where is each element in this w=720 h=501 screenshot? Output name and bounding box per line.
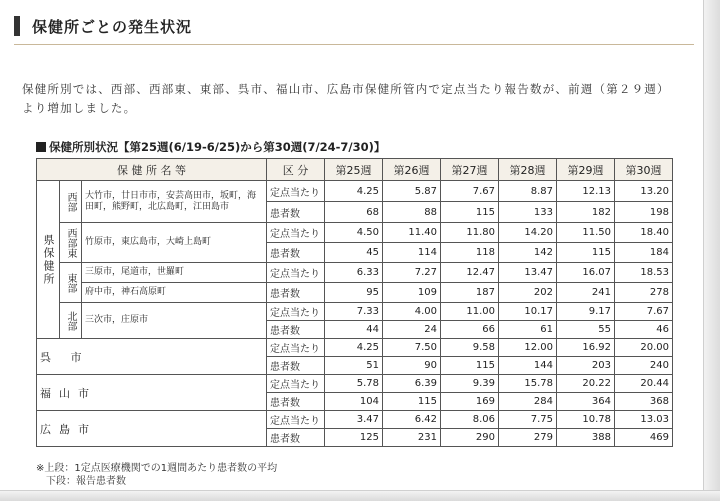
value-cell: 6.33 bbox=[325, 263, 383, 283]
value-cell: 115 bbox=[383, 393, 441, 411]
city-fukuyama: 福山市 bbox=[37, 375, 267, 411]
city-kure: 呉 市 bbox=[37, 339, 267, 375]
value-cell: 240 bbox=[615, 357, 673, 375]
value-cell: 12.00 bbox=[499, 339, 557, 357]
table-row bbox=[37, 303, 673, 321]
center-west-east: 西部東 bbox=[60, 223, 82, 263]
value-cell: 11.80 bbox=[441, 223, 499, 243]
value-cell: 13.20 bbox=[615, 181, 673, 202]
header-week-29: 第29週 bbox=[557, 159, 615, 181]
value-cell: 115 bbox=[441, 357, 499, 375]
header-week-27: 第27週 bbox=[441, 159, 499, 181]
header-name: 保 健 所 名 等 bbox=[37, 159, 267, 181]
value-cell: 10.17 bbox=[499, 303, 557, 321]
value-cell: 88 bbox=[383, 202, 441, 223]
value-cell: 7.27 bbox=[383, 263, 441, 283]
header-week-28: 第28週 bbox=[499, 159, 557, 181]
value-cell: 13.03 bbox=[615, 411, 673, 429]
value-cell: 7.50 bbox=[383, 339, 441, 357]
value-cell: 290 bbox=[441, 429, 499, 447]
window-scrollbar-edge bbox=[703, 0, 720, 501]
table-caption bbox=[36, 139, 385, 155]
value-cell: 125 bbox=[325, 429, 383, 447]
value-cell: 14.20 bbox=[499, 223, 557, 243]
value-cell: 7.75 bbox=[499, 411, 557, 429]
value-cell: 278 bbox=[615, 283, 673, 303]
unit-per-point: 定点当たり bbox=[267, 339, 325, 357]
value-cell: 284 bbox=[499, 393, 557, 411]
section-heading bbox=[14, 8, 694, 45]
value-cell: 144 bbox=[499, 357, 557, 375]
center-north: 北部 bbox=[60, 303, 82, 339]
table-row bbox=[37, 263, 673, 283]
unit-per-point: 定点当たり bbox=[267, 263, 325, 283]
value-cell: 11.00 bbox=[441, 303, 499, 321]
value-cell: 104 bbox=[325, 393, 383, 411]
value-cell: 9.17 bbox=[557, 303, 615, 321]
value-cell: 4.50 bbox=[325, 223, 383, 243]
value-cell: 133 bbox=[499, 202, 557, 223]
city-hiroshima: 広島市 bbox=[37, 411, 267, 447]
window-bottom-edge bbox=[0, 490, 720, 501]
value-cell: 7.67 bbox=[615, 303, 673, 321]
value-cell: 15.78 bbox=[499, 375, 557, 393]
value-cell: 46 bbox=[615, 321, 673, 339]
value-cell: 364 bbox=[557, 393, 615, 411]
value-cell: 55 bbox=[557, 321, 615, 339]
value-cell: 279 bbox=[499, 429, 557, 447]
value-cell: 68 bbox=[325, 202, 383, 223]
value-cell: 9.58 bbox=[441, 339, 499, 357]
value-cell: 12.47 bbox=[441, 263, 499, 283]
value-cell: 231 bbox=[383, 429, 441, 447]
table-row bbox=[37, 223, 673, 243]
table-row bbox=[37, 375, 673, 393]
value-cell: 18.40 bbox=[615, 223, 673, 243]
prefecture-label: 県保健所 bbox=[37, 181, 60, 339]
intro-line-1: 保健所別では、西部、西部東、東部、呉市、福山市、広島市保健所管内で定点当たり報告数が、前週（第２９週） bbox=[22, 82, 670, 96]
area-east-2: 府中市，神石高原町 bbox=[82, 283, 267, 303]
value-cell: 184 bbox=[615, 243, 673, 263]
value-cell: 8.87 bbox=[499, 181, 557, 202]
unit-patients: 患者数 bbox=[267, 243, 325, 263]
footnote-line-1: ※上段：1定点医療機関での1週間あたり患者数の平均 bbox=[36, 463, 278, 474]
value-cell: 11.50 bbox=[557, 223, 615, 243]
heading-marker bbox=[14, 16, 20, 36]
value-cell: 45 bbox=[325, 243, 383, 263]
page-title: 保健所ごとの発生状況 bbox=[32, 17, 193, 36]
footnote-line-2: 下段：報告患者数 bbox=[46, 476, 126, 487]
value-cell: 16.92 bbox=[557, 339, 615, 357]
value-cell: 44 bbox=[325, 321, 383, 339]
value-cell: 169 bbox=[441, 393, 499, 411]
value-cell: 203 bbox=[557, 357, 615, 375]
unit-patients: 患者数 bbox=[267, 393, 325, 411]
value-cell: 12.13 bbox=[557, 181, 615, 202]
value-cell: 115 bbox=[557, 243, 615, 263]
value-cell: 51 bbox=[325, 357, 383, 375]
value-cell: 13.47 bbox=[499, 263, 557, 283]
intro-paragraph bbox=[22, 80, 702, 118]
value-cell: 187 bbox=[441, 283, 499, 303]
value-cell: 10.78 bbox=[557, 411, 615, 429]
value-cell: 4.25 bbox=[325, 339, 383, 357]
value-cell: 20.44 bbox=[615, 375, 673, 393]
value-cell: 118 bbox=[441, 243, 499, 263]
unit-per-point: 定点当たり bbox=[267, 181, 325, 202]
value-cell: 4.25 bbox=[325, 181, 383, 202]
value-cell: 202 bbox=[499, 283, 557, 303]
center-west: 西部 bbox=[60, 181, 82, 223]
value-cell: 20.00 bbox=[615, 339, 673, 357]
unit-per-point: 定点当たり bbox=[267, 303, 325, 321]
value-cell: 9.39 bbox=[441, 375, 499, 393]
value-cell: 5.87 bbox=[383, 181, 441, 202]
header-division: 区 分 bbox=[267, 159, 325, 181]
value-cell: 368 bbox=[615, 393, 673, 411]
value-cell: 11.40 bbox=[383, 223, 441, 243]
intro-line-2: より増加しました。 bbox=[22, 101, 137, 115]
value-cell: 18.53 bbox=[615, 263, 673, 283]
unit-patients: 患者数 bbox=[267, 429, 325, 447]
table-header-row bbox=[37, 159, 673, 181]
value-cell: 8.06 bbox=[441, 411, 499, 429]
value-cell: 114 bbox=[383, 243, 441, 263]
table-row bbox=[37, 339, 673, 357]
value-cell: 20.22 bbox=[557, 375, 615, 393]
header-week-25: 第25週 bbox=[325, 159, 383, 181]
table-footnote bbox=[36, 462, 277, 488]
value-cell: 388 bbox=[557, 429, 615, 447]
header-week-30: 第30週 bbox=[615, 159, 673, 181]
unit-per-point: 定点当たり bbox=[267, 411, 325, 429]
health-center-table bbox=[36, 158, 673, 447]
value-cell: 3.47 bbox=[325, 411, 383, 429]
area-west-east: 竹原市，東広島市，大崎上島町 bbox=[82, 223, 267, 263]
value-cell: 469 bbox=[615, 429, 673, 447]
area-north: 三次市，庄原市 bbox=[82, 303, 267, 339]
value-cell: 241 bbox=[557, 283, 615, 303]
value-cell: 24 bbox=[383, 321, 441, 339]
header-week-26: 第26週 bbox=[383, 159, 441, 181]
value-cell: 109 bbox=[383, 283, 441, 303]
caption-square-icon bbox=[36, 142, 46, 152]
unit-patients: 患者数 bbox=[267, 321, 325, 339]
unit-patients: 患者数 bbox=[267, 283, 325, 303]
unit-per-point: 定点当たり bbox=[267, 375, 325, 393]
value-cell: 182 bbox=[557, 202, 615, 223]
value-cell: 90 bbox=[383, 357, 441, 375]
value-cell: 16.07 bbox=[557, 263, 615, 283]
value-cell: 4.00 bbox=[383, 303, 441, 321]
value-cell: 7.67 bbox=[441, 181, 499, 202]
unit-per-point: 定点当たり bbox=[267, 223, 325, 243]
value-cell: 7.33 bbox=[325, 303, 383, 321]
area-east-1: 三原市，尾道市，世羅町 bbox=[82, 263, 267, 283]
unit-patients: 患者数 bbox=[267, 202, 325, 223]
center-east: 東部 bbox=[60, 263, 82, 303]
value-cell: 115 bbox=[441, 202, 499, 223]
area-west: 大竹市，廿日市市，安芸高田市，坂町，海田町，熊野町，北広島町，江田島市 bbox=[82, 181, 267, 223]
table-row bbox=[37, 283, 673, 303]
unit-patients: 患者数 bbox=[267, 357, 325, 375]
value-cell: 198 bbox=[615, 202, 673, 223]
value-cell: 61 bbox=[499, 321, 557, 339]
value-cell: 66 bbox=[441, 321, 499, 339]
value-cell: 5.78 bbox=[325, 375, 383, 393]
value-cell: 142 bbox=[499, 243, 557, 263]
value-cell: 95 bbox=[325, 283, 383, 303]
table-row bbox=[37, 181, 673, 202]
value-cell: 6.42 bbox=[383, 411, 441, 429]
table-row bbox=[37, 411, 673, 429]
value-cell: 6.39 bbox=[383, 375, 441, 393]
table-caption-text: 保健所別状況【第25週(6/19-6/25)から第30週(7/24-7/30)】 bbox=[49, 140, 386, 154]
